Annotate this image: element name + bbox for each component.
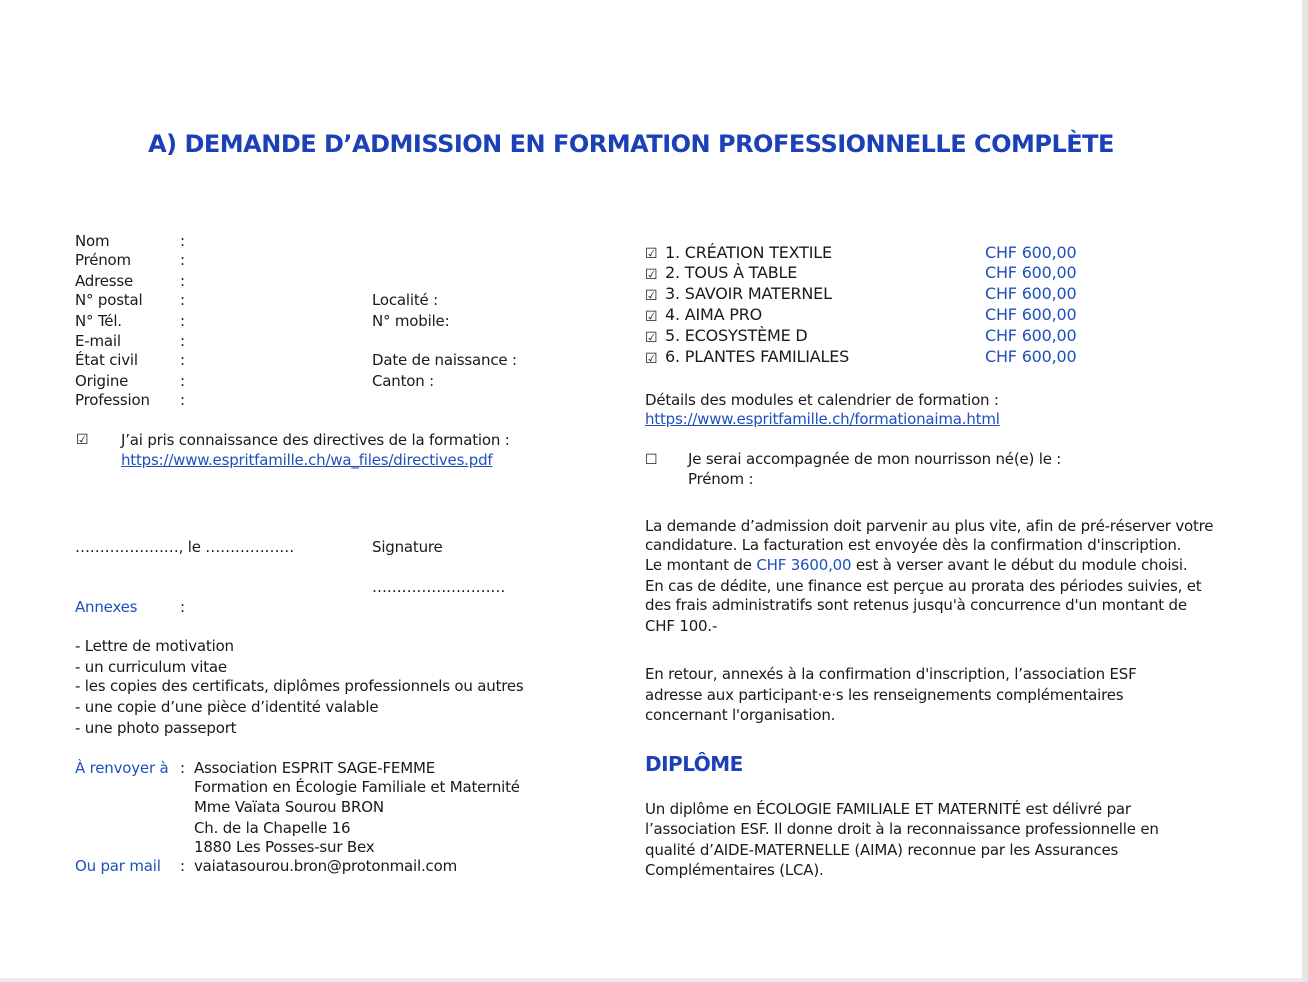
diplome-line: Un diplôme en ÉCOLOGIE FAMILIALE ET MATERNITÉ est délivré par: [645, 800, 1131, 818]
module-checkbox[interactable]: ☑: [645, 267, 658, 283]
annexes-label: Annexes: [75, 598, 138, 616]
module-label: 5. ECOSYSTÈME D: [665, 326, 808, 345]
field-label-tel: N° Tél.: [75, 312, 122, 330]
module-label: 1. CRÉATION TEXTILE: [665, 243, 832, 262]
module-label: 3. SAVOIR MATERNEL: [665, 284, 832, 303]
conditions-line: CHF 100.-: [645, 617, 718, 635]
field-label-localite: Localité :: [372, 291, 438, 309]
accompanied-text: Je serai accompagnée de mon nourrisson né(e) le :: [688, 450, 1062, 468]
module-checkbox[interactable]: ☑: [645, 309, 658, 325]
address-line: Ch. de la Chapelle 16: [194, 819, 351, 837]
colon: :: [180, 251, 185, 269]
module-checkbox[interactable]: ☑: [645, 330, 658, 346]
module-price: CHF 600,00: [985, 347, 1077, 366]
conditions-amount-line: [645, 555, 1187, 575]
diplome-line: qualité d’AIDE-MATERNELLE (AIMA) reconnue par les Assurances: [645, 841, 1119, 859]
annex-item: - une copie d’une pièce d’identité valable: [75, 698, 379, 716]
colon: :: [180, 598, 185, 616]
colon: :: [180, 391, 185, 409]
field-label-canton: Canton :: [372, 372, 434, 390]
field-label-prenom: Prénom: [75, 251, 131, 269]
conditions-line: En cas de dédite, une finance est perçue au prorata des périodes suivies, et: [645, 577, 1202, 595]
module-checkbox[interactable]: ☑: [645, 246, 658, 262]
module-label: 2. TOUS À TABLE: [665, 263, 798, 282]
retour-line: concernant l'organisation.: [645, 706, 836, 724]
diplome-line: l’association ESF. Il donne droit à la reconnaissance professionnelle en: [645, 820, 1159, 838]
directives-checkbox[interactable]: ☑: [76, 432, 89, 448]
field-label-adresse: Adresse: [75, 272, 134, 290]
diplome-line: Complémentaires (LCA).: [645, 861, 824, 879]
details-text: Détails des modules et calendrier de formation :: [645, 391, 999, 409]
mail-label: Ou par mail: [75, 857, 161, 875]
retour-line: adresse aux participant·e·s les renseignements complémentaires: [645, 686, 1124, 704]
accompanied-prenom: Prénom :: [688, 470, 754, 488]
details-link[interactable]: https://www.espritfamille.ch/formationaima.html: [645, 410, 1000, 428]
field-label-nom: Nom: [75, 232, 110, 250]
annex-item: - les copies des certificats, diplômes professionnels ou autres: [75, 677, 524, 695]
conditions-line: candidature. La facturation est envoyée dès la confirmation d'inscription.: [645, 536, 1182, 554]
address-line: Mme Vaïata Sourou BRON: [194, 798, 384, 816]
diplome-heading: DIPLÔME: [645, 752, 743, 776]
directives-text: J’ai pris connaissance des directives de la formation :: [121, 431, 510, 449]
colon: :: [180, 272, 185, 290]
retour-line: En retour, annexés à la confirmation d'inscription, l’association ESF: [645, 665, 1137, 683]
module-checkbox[interactable]: ☑: [645, 351, 658, 367]
field-label-postal: N° postal: [75, 291, 143, 309]
module-label: 6. PLANTES FAMILIALES: [665, 347, 850, 366]
address-line: 1880 Les Posses-sur Bex: [194, 838, 375, 856]
field-label-etat-civil: État civil: [75, 351, 138, 369]
page-title: A) DEMANDE D’ADMISSION EN FORMATION PROFESSIONNELLE COMPLÈTE: [148, 130, 1114, 158]
field-label-email: E-mail: [75, 332, 121, 350]
annex-item: - un curriculum vitae: [75, 658, 227, 676]
email-address[interactable]: vaiatasourou.bron@protonmail.com: [194, 857, 457, 875]
module-price: CHF 600,00: [985, 263, 1077, 282]
colon: :: [180, 372, 185, 390]
colon: :: [180, 759, 185, 777]
annex-item: - Lettre de motivation: [75, 637, 234, 655]
module-price: CHF 600,00: [985, 243, 1077, 262]
module-price: CHF 600,00: [985, 305, 1077, 324]
conditions-line: des frais administratifs sont retenus jusqu'à concurrence d'un montant de: [645, 596, 1187, 614]
signature-label: Signature: [372, 538, 443, 556]
module-price: CHF 600,00: [985, 284, 1077, 303]
annex-item: - une photo passeport: [75, 719, 237, 737]
place-date-line: …………………, le ………………: [75, 538, 295, 556]
colon: :: [180, 312, 185, 330]
colon: :: [180, 857, 185, 875]
signature-line: ………………………: [372, 578, 506, 596]
viewer-edge: [1302, 0, 1308, 982]
directives-link[interactable]: https://www.espritfamille.ch/wa_files/directives.pdf: [121, 451, 493, 469]
field-label-mobile: N° mobile:: [372, 312, 450, 330]
conditions-text: est à verser avant le début du module choisi.: [851, 556, 1188, 574]
module-checkbox[interactable]: ☑: [645, 288, 658, 304]
address-line: Formation en Écologie Familiale et Maternité: [194, 778, 520, 796]
address-line: Association ESPRIT SAGE-FEMME: [194, 759, 435, 777]
conditions-line: La demande d’admission doit parvenir au plus vite, afin de pré-réserver votre: [645, 517, 1214, 535]
field-label-naissance: Date de naissance :: [372, 351, 517, 369]
field-label-origine: Origine: [75, 372, 129, 390]
accompanied-checkbox[interactable]: ☐: [645, 452, 658, 468]
module-price: CHF 600,00: [985, 326, 1077, 345]
module-label: 4. AIMA PRO: [665, 305, 763, 324]
field-label-profession: Profession: [75, 391, 150, 409]
colon: :: [180, 351, 185, 369]
send-label: À renvoyer à: [75, 759, 169, 777]
colon: :: [180, 291, 185, 309]
total-amount: CHF 3600,00: [756, 556, 852, 574]
colon: :: [180, 332, 185, 350]
conditions-text: Le montant de: [645, 556, 757, 574]
colon: :: [180, 232, 185, 250]
